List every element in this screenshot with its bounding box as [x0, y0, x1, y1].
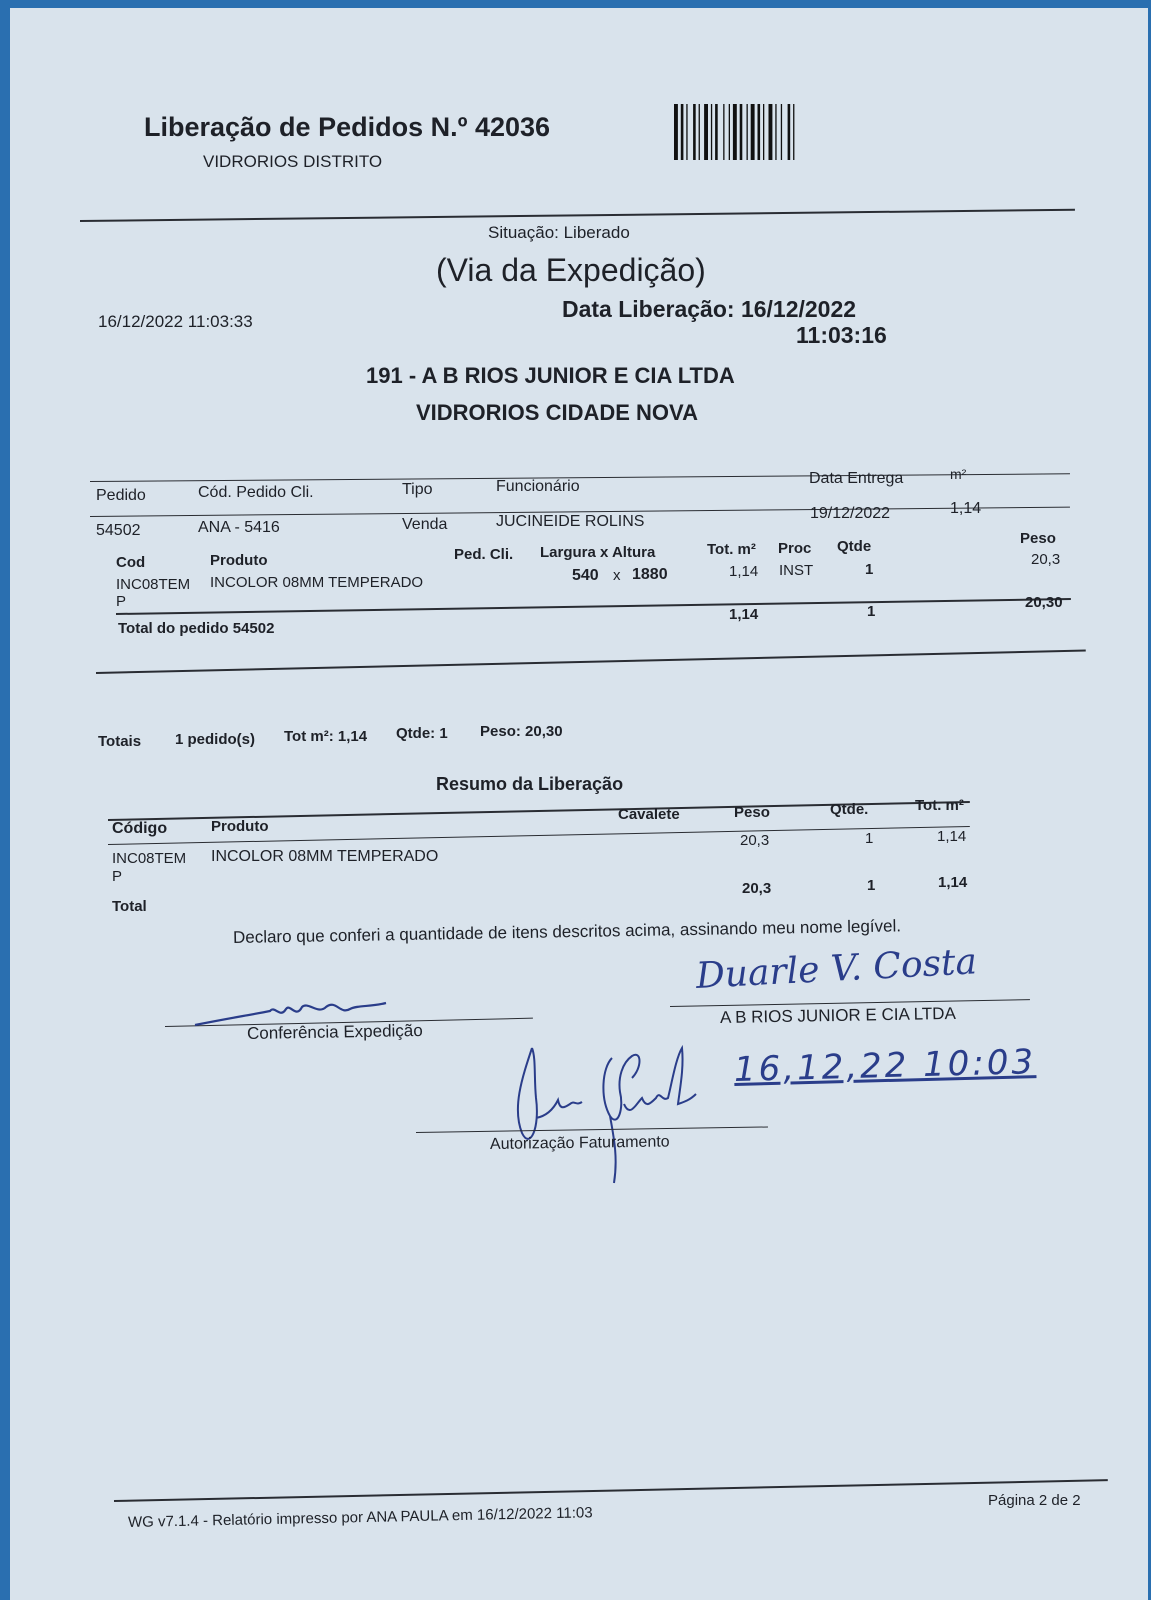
footer-divider: [114, 1479, 1108, 1502]
resumo-col-codigo: Código: [112, 820, 168, 837]
value-pedido: 54502: [96, 522, 141, 539]
resumo-col-tot-m2: Tot. m²: [915, 797, 964, 814]
resumo-col-peso: Peso: [734, 804, 770, 821]
label-m2: m²: [950, 466, 967, 482]
cliente-signature: Duarle V. Costa: [694, 941, 978, 997]
row-x: x: [613, 567, 621, 584]
col-produto: Produto: [210, 552, 268, 569]
resumo-total-peso: 20,3: [742, 880, 772, 897]
value-m2: 1,14: [950, 500, 982, 517]
col-cod: Cod: [116, 554, 146, 571]
value-cod-pedido-cli: ANA - 5416: [198, 519, 280, 536]
value-data-entrega: 19/12/2022: [810, 505, 891, 522]
cliente-line2: VIDRORIOS CIDADE NOVA: [416, 400, 698, 425]
company-name: VIDRORIOS DISTRITO: [203, 152, 383, 171]
autorizacao-label: Autorização Faturamento: [489, 1133, 670, 1153]
col-peso: Peso: [1020, 530, 1056, 547]
col-largura-altura: Largura x Altura: [540, 544, 656, 561]
total-pedido-peso: 20,30: [1025, 594, 1063, 611]
label-tipo: Tipo: [402, 481, 433, 498]
resumo-row: [112, 850, 186, 886]
resumo-total-qtde: 1: [867, 877, 876, 894]
resumo-row-peso: 20,3: [740, 832, 770, 849]
totais-m2: Tot m²: 1,14: [284, 728, 368, 745]
data-liberacao-time: 11:03:16: [796, 322, 887, 348]
row-cod: INC08TEM: [116, 576, 191, 593]
total-pedido-m2: 1,14: [729, 606, 759, 623]
row-largura: 540: [572, 567, 599, 584]
data-liberacao: Data Liberação: 16/12/2022: [562, 296, 857, 322]
totais-label: Totais: [98, 733, 142, 750]
row-proc: INST: [779, 562, 814, 579]
divider: [116, 598, 1071, 615]
resumo-row-tot-m2: 1,14: [937, 828, 967, 845]
autorizacao-signature: [489, 1038, 722, 1188]
resumo-title: Resumo da Liberação: [436, 774, 624, 794]
col-qtde: Qtde: [837, 538, 872, 555]
resumo-total-label: Total: [112, 898, 147, 915]
value-funcionario: JUCINEIDE ROLINS: [496, 513, 645, 530]
via-title: (Via da Expedição): [436, 252, 706, 288]
resumo-total-tot-m2: 1,14: [938, 874, 968, 891]
total-pedido-qtde: 1: [867, 603, 876, 620]
resumo-col-produto: Produto: [211, 818, 269, 835]
label-data-entrega: Data Entrega: [809, 470, 904, 487]
resumo-row-codigo-cont: P: [112, 868, 123, 885]
resumo-row-qtde: 1: [865, 830, 874, 847]
print-datetime: 16/12/2022 11:03:33: [98, 312, 253, 331]
totais-peso: Peso: 20,30: [480, 723, 563, 740]
totais-qtde: Qtde: 1: [396, 725, 448, 742]
document-title: Liberação de Pedidos N.º 42036: [144, 112, 551, 142]
barcode-image: [672, 104, 844, 160]
resumo-row-produto: INCOLOR 08MM TEMPERADO: [211, 848, 439, 865]
resumo-col-qtde: Qtde.: [830, 801, 869, 818]
row-altura: 1880: [632, 566, 668, 583]
footer-page-number: Página 2 de 2: [988, 1492, 1081, 1509]
total-pedido-label: Total do pedido 54502: [118, 620, 275, 637]
row-cod-cont: P: [116, 593, 127, 610]
divider: [80, 209, 1075, 222]
col-ped-cli: Ped. Cli.: [454, 546, 514, 563]
divider: [96, 650, 1086, 674]
resumo-row-codigo: INC08TEM: [112, 850, 187, 867]
totais-pedidos: 1 pedido(s): [175, 731, 256, 748]
label-cod-pedido-cli: Cód. Pedido Cli.: [198, 484, 314, 501]
col-tot-m2: Tot. m²: [707, 541, 756, 558]
conferencia-label: Conferência Expedição: [246, 1020, 423, 1043]
row-produto: INCOLOR 08MM TEMPERADO: [210, 574, 424, 591]
resumo-col-cavalete: Cavalete: [618, 806, 680, 823]
cliente-line1: 191 - A B RIOS JUNIOR E CIA LTDA: [366, 363, 735, 388]
label-funcionario: Funcionário: [496, 478, 580, 495]
cliente-label: A B RIOS JUNIOR E CIA LTDA: [719, 1003, 956, 1027]
row-tot-m2: 1,14: [729, 563, 759, 580]
row-peso: 20,3: [1031, 551, 1061, 568]
situacao-text: Situação: Liberado: [488, 223, 630, 242]
table-row: [116, 576, 190, 610]
row-qtde: 1: [865, 561, 874, 578]
label-pedido: Pedido: [96, 487, 146, 504]
declaration-text: Declaro que conferi a quantidade de itens descritos acima, assinando meu nome legível.: [232, 916, 902, 947]
footer-report-line: WG v7.1.4 - Relatório impresso por ANA PAULA em 16/12/2022 11:03: [127, 1504, 593, 1531]
value-tipo: Venda: [402, 516, 448, 533]
handwritten-date: 16,12,22 10:03: [733, 1042, 1037, 1090]
col-proc: Proc: [778, 540, 812, 557]
document-page: [10, 8, 1148, 1600]
